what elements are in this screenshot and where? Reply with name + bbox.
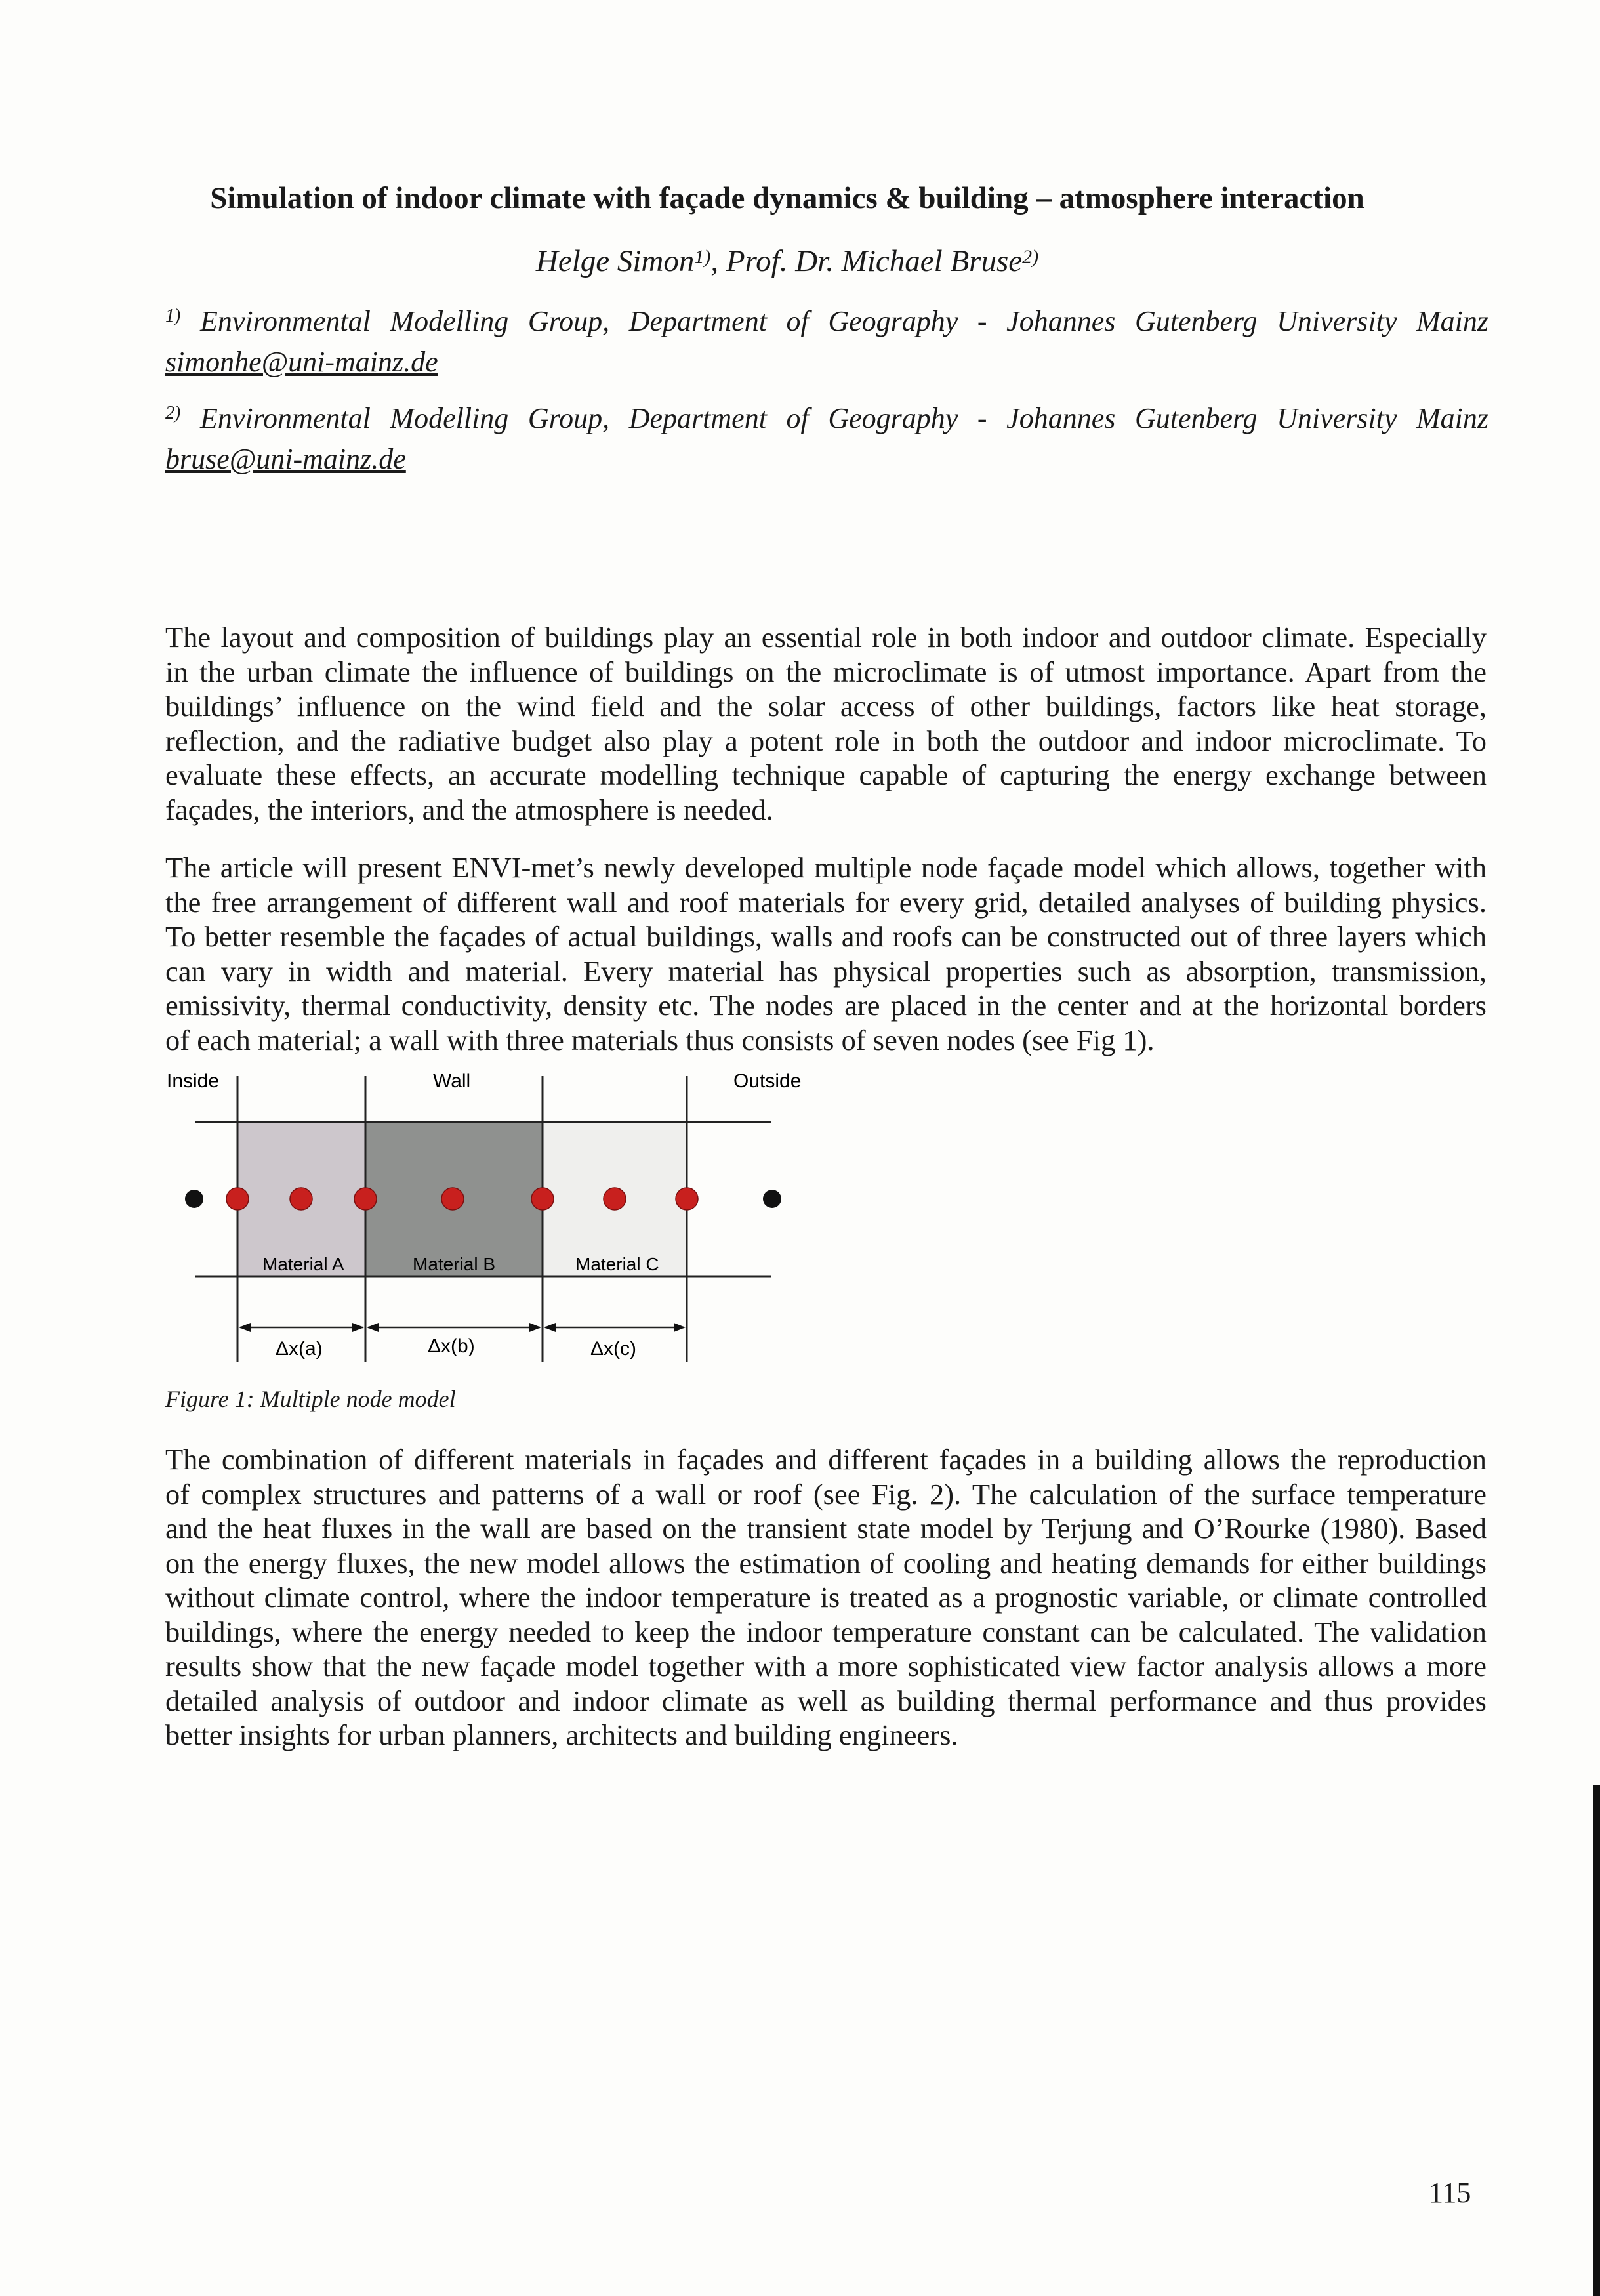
- text-line: of complex structures and patterns of a wall or roof (see Fig. 2). The calculation of the surface temperature: [165, 1477, 1487, 1511]
- text-line: detailed analysis of outdoor and indoor climate as well as building thermal performance and thus provides: [165, 1684, 1487, 1717]
- affiliation-mark: 2): [165, 403, 181, 423]
- material-c-label: Material C: [575, 1254, 659, 1274]
- arrowhead: [352, 1323, 364, 1332]
- node: [290, 1188, 312, 1210]
- text-line: evaluate these effects, an accurate modelling technique capable of capturing the energy exchange between: [165, 759, 1487, 791]
- figure-caption: Figure 1: Multiple node model: [165, 1386, 456, 1412]
- material-a-label: Material A: [262, 1254, 344, 1274]
- author-mark: 1): [694, 246, 711, 268]
- text-line: The combination of different materials in façades and different façades in a building allows the reproduction: [165, 1443, 1487, 1476]
- wall-label: Wall: [433, 1070, 471, 1092]
- arrowhead: [367, 1323, 379, 1332]
- paragraph-3: [165, 1442, 1487, 1753]
- text-line: in the urban climate the influence of buildings on the microclimate is of utmost importance. Apart from the: [165, 655, 1487, 688]
- figure-multiple-node-model: [157, 1063, 813, 1371]
- node: [441, 1188, 464, 1210]
- affiliation-1: [165, 303, 1488, 381]
- node: [531, 1188, 554, 1210]
- affiliation-mark: 1): [165, 306, 181, 326]
- affiliation-text: [165, 303, 1488, 344]
- text-line: To better resemble the façades of actual buildings, walls and roofs can be constructed out of three layers which: [165, 920, 1487, 953]
- text-line: better insights for urban planners, architects and building engineers.: [165, 1719, 958, 1751]
- text-line: façades, the interiors, and the atmosphere is needed.: [165, 793, 773, 826]
- author-name: Prof. Dr. Michael Bruse: [726, 244, 1023, 278]
- text-line: and the heat fluxes in the wall are based on the transient state model by Terjung and O’Rourke (1980). Based: [165, 1512, 1487, 1545]
- author-mark: 2): [1022, 246, 1039, 268]
- text-line: of each material; a wall with three materials thus consists of seven nodes (see Fig 1).: [165, 1023, 1155, 1056]
- text-line: reflection, and the radiative budget also play a potent role in both the outdoor and indoor microclimate. To: [165, 724, 1487, 757]
- affiliation-text: [165, 400, 1488, 441]
- affiliation-name: Environmental Modelling Group, Department of Geography - Johannes Gutenberg University Mainz: [199, 305, 1488, 337]
- arrowhead: [529, 1323, 541, 1332]
- text-line: without climate control, where the indoor temperature is treated as a prognostic variable, or climate controlled: [165, 1581, 1487, 1614]
- affiliation-name: Environmental Modelling Group, Department of Geography - Johannes Gutenberg University Mainz: [199, 402, 1488, 434]
- inside-label: Inside: [167, 1070, 220, 1092]
- paper-title: Simulation of indoor climate with façade dynamics & building – atmosphere interaction: [210, 181, 1364, 215]
- text-line: emissivity, thermal conductivity, density etc. The nodes are placed in the center and at the horizontal borders: [165, 989, 1487, 1022]
- node-model-diagram: [157, 1063, 813, 1371]
- page-number: 115: [1429, 2177, 1471, 2209]
- paragraph-2: [165, 850, 1487, 1057]
- boundary-node: [185, 1190, 203, 1208]
- text-line: The layout and composition of buildings play an essential role in both indoor and outdoor climate. Especially: [165, 621, 1487, 654]
- author-name: Helge Simon: [535, 244, 695, 278]
- outside-label: Outside: [733, 1070, 802, 1092]
- dx-a-label: Δx(a): [276, 1338, 323, 1360]
- node: [226, 1188, 249, 1210]
- arrowhead: [544, 1323, 556, 1332]
- text-line: results show that the new façade model together with a more sophisticated view factor analysis allows a more: [165, 1650, 1487, 1682]
- arrowhead: [674, 1323, 686, 1332]
- scan-edge: [1593, 1785, 1600, 2296]
- text-line: buildings, where the energy needed to keep the indoor temperature constant can be calculated. The validation: [165, 1615, 1487, 1648]
- boundary-node: [763, 1190, 781, 1208]
- paragraph-1: [165, 620, 1487, 827]
- text-line: The article will present ENVI-met’s newly developed multiple node façade model which allows, together with: [165, 851, 1487, 884]
- arrowhead: [239, 1323, 251, 1332]
- text-line: the free arrangement of different wall and roof materials for every grid, detailed analyses of building physics.: [165, 885, 1487, 919]
- text-line: can vary in width and material. Every material has physical properties such as absorption, transmission,: [165, 954, 1487, 988]
- node: [354, 1188, 377, 1210]
- text-line: buildings’ influence on the wind field and the solar access of other buildings, factors like heat storage,: [165, 690, 1487, 722]
- node: [604, 1188, 626, 1210]
- node: [676, 1188, 698, 1210]
- text-line: on the energy fluxes, the new model allows the estimation of cooling and heating demands for either buildings: [165, 1546, 1487, 1579]
- author-line: Helge Simon$^{1)}$, Prof. Dr. Michael Bruse$^{2)}$: [535, 244, 1039, 278]
- email-link[interactable]: bruse@uni-mainz.de: [165, 443, 406, 475]
- dx-c-label: Δx(c): [590, 1338, 637, 1360]
- dx-b-label: Δx(b): [428, 1335, 475, 1357]
- affiliation-2: [165, 400, 1488, 478]
- email-link[interactable]: simonhe@uni-mainz.de: [165, 346, 438, 378]
- material-b-label: Material B: [413, 1254, 496, 1274]
